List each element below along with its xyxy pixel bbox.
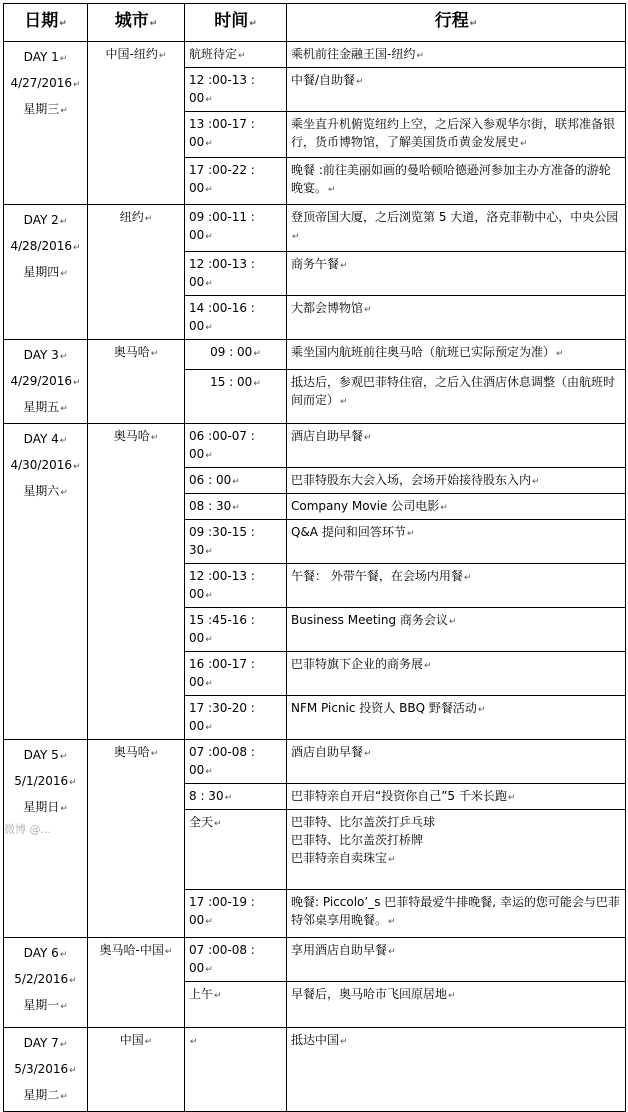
time-cell: 16 :00-17 : 00↵ — [185, 652, 287, 696]
itinerary-cell: 商务午餐↵ — [287, 252, 626, 296]
day-cell — [4, 938, 88, 1028]
day-day: DAY 4↵ — [23, 432, 68, 446]
time-cell: 12 :00-13 : 00↵ — [185, 68, 287, 112]
table-row — [4, 1028, 626, 1112]
day-date: 4/28/2016↵ — [10, 239, 81, 253]
city-cell: 奥马哈↵ — [88, 340, 185, 424]
time-cell: 8 : 30↵ — [185, 784, 287, 810]
city-cell: 纽约↵ — [88, 205, 185, 340]
itinerary-cell: Q&A 提问和回答环节↵ — [287, 520, 626, 564]
day-weekday: 星期日↵ — [23, 800, 68, 814]
day-weekday: 星期四↵ — [23, 265, 68, 279]
itinerary-cell: 抵达中国↵ — [287, 1028, 626, 1112]
time-cell: 航班待定↵ — [185, 42, 287, 68]
day-cell — [4, 1028, 88, 1112]
table-row — [4, 340, 626, 370]
itinerary-cell: 酒店自助早餐↵ — [287, 740, 626, 784]
itinerary-cell: 酒店自助早餐↵ — [287, 424, 626, 468]
time-cell: 07 :00-08 : 00↵ — [185, 740, 287, 784]
day-date: 4/29/2016↵ — [10, 374, 81, 388]
itinerary-cell: NFM Picnic 投资人 BBQ 野餐活动↵ — [287, 696, 626, 740]
day-cell — [4, 42, 88, 205]
day-cell — [4, 205, 88, 340]
city-cell: 奥马哈-中国↵ — [88, 938, 185, 1028]
itinerary-cell: 晚餐 :前往美丽如画的曼哈顿哈德逊河参加主办方准备的游轮晚宴。↵ — [287, 158, 626, 205]
day-cell — [4, 424, 88, 740]
itinerary-cell: 抵达后，参观巴菲特住宿，之后入住酒店休息调整（由航班时间而定）↵ — [287, 369, 626, 423]
day-date: 5/1/2016↵ — [14, 774, 77, 788]
time-cell: 17 :00-22 : 00↵ — [185, 158, 287, 205]
time-cell: 09 :00-11 : 00↵ — [185, 205, 287, 252]
day-cell — [4, 340, 88, 424]
itinerary-cell: 早餐后，奥马哈市飞回原居地↵ — [287, 982, 626, 1028]
time-cell: 全天↵ — [185, 810, 287, 890]
day-weekday: 星期一↵ — [23, 998, 68, 1012]
day-weekday: 星期六↵ — [23, 484, 68, 498]
itinerary-cell: 巴菲特股东大会入场，会场开始接待股东入内↵ — [287, 468, 626, 494]
day-date: 5/3/2016↵ — [14, 1062, 77, 1076]
time-cell: 13 :00-17 : 00↵ — [185, 112, 287, 158]
itinerary-cell: 乘机前往金融王国-纽约↵ — [287, 42, 626, 68]
day-cell — [4, 740, 88, 938]
day-date: 4/27/2016↵ — [10, 76, 81, 90]
itinerary-cell: 中餐/自助餐↵ — [287, 68, 626, 112]
time-cell: 09 :30-15 : 30↵ — [185, 520, 287, 564]
city-cell: 中国↵ — [88, 1028, 185, 1112]
day-weekday: 星期三↵ — [23, 102, 68, 116]
table-row — [4, 938, 626, 982]
itinerary-table — [3, 3, 626, 1112]
time-cell: 17 :30-20 : 00↵ — [185, 696, 287, 740]
day-date: 4/30/2016↵ — [10, 458, 81, 472]
itinerary-cell: 大都会博物馆↵ — [287, 296, 626, 340]
city-cell: 奥马哈↵ — [88, 424, 185, 740]
day-weekday: 星期二↵ — [23, 1088, 68, 1102]
table-row — [4, 740, 626, 784]
header-time: 时间↵ — [185, 4, 287, 42]
itinerary-cell: 乘坐国内航班前往奥马哈（航班已实际预定为准）↵ — [287, 340, 626, 370]
time-cell: 07 :00-08 : 00↵ — [185, 938, 287, 982]
itinerary-cell: 登顶帝国大厦，之后浏览第 5 大道，洛克菲勒中心，中央公园↵ — [287, 205, 626, 252]
day-weekday: 星期五↵ — [23, 400, 68, 414]
day-day: DAY 5↵ — [23, 748, 68, 762]
time-cell: 17 :00-19 : 00↵ — [185, 890, 287, 938]
time-cell: 06 : 00↵ — [185, 468, 287, 494]
itinerary-cell: 巴菲特旗下企业的商务展↵ — [287, 652, 626, 696]
header-city: 城市↵ — [88, 4, 185, 42]
day-day: DAY 1↵ — [23, 50, 68, 64]
itinerary-cell: 午餐： 外带午餐，在会场内用餐↵ — [287, 564, 626, 608]
table-row — [4, 424, 626, 468]
day-day: DAY 6↵ — [23, 946, 68, 960]
time-cell: 上午↵ — [185, 982, 287, 1028]
time-cell: ↵ — [185, 1028, 287, 1112]
time-cell: 12 :00-13 : 00↵ — [185, 564, 287, 608]
header-row — [4, 4, 626, 42]
itinerary-cell: Business Meeting 商务会议↵ — [287, 608, 626, 652]
day-day: DAY 7↵ — [23, 1036, 68, 1050]
time-cell: 12 :00-13 : 00↵ — [185, 252, 287, 296]
itinerary-cell: 乘坐直升机俯览纽约上空，之后深入参观华尔街，联邦准备银行，货币博物馆，了解美国货币黄金发展史↵ — [287, 112, 626, 158]
time-cell: 08 : 30↵ — [185, 494, 287, 520]
header-date: 日期↵ — [4, 4, 88, 42]
header-itinerary: 行程↵ — [287, 4, 626, 42]
itinerary-cell: Company Movie 公司电影↵ — [287, 494, 626, 520]
itinerary-cell: 巴菲特亲自开启“投资你自己”5 千米长跑↵ — [287, 784, 626, 810]
itinerary-cell: 享用酒店自助早餐↵ — [287, 938, 626, 982]
day-day: DAY 3↵ — [23, 348, 68, 362]
table-row — [4, 42, 626, 68]
time-cell: 15 :45-16 : 00↵ — [185, 608, 287, 652]
day-day: DAY 2↵ — [23, 213, 68, 227]
day-date: 5/2/2016↵ — [14, 972, 77, 986]
time-cell: 09 : 00↵ — [185, 340, 287, 370]
table-row — [4, 205, 626, 252]
time-cell: 15 : 00↵ — [185, 369, 287, 423]
time-cell: 14 :00-16 : 00↵ — [185, 296, 287, 340]
city-cell: 中国-纽约↵ — [88, 42, 185, 205]
itinerary-cell: 晚餐: Piccolo’_s 巴菲特最爱牛排晚餐, 幸运的您可能会与巴菲特邻桌享用晚餐。↵ — [287, 890, 626, 938]
city-cell: 奥马哈↵ — [88, 740, 185, 938]
itinerary-cell: 巴菲特、比尔盖茨打乒乓球 巴菲特、比尔盖茨打桥牌 巴菲特亲自卖珠宝↵ — [287, 810, 626, 890]
time-cell: 06 :00-07 : 00↵ — [185, 424, 287, 468]
watermark: 微博 @... — [4, 823, 51, 836]
